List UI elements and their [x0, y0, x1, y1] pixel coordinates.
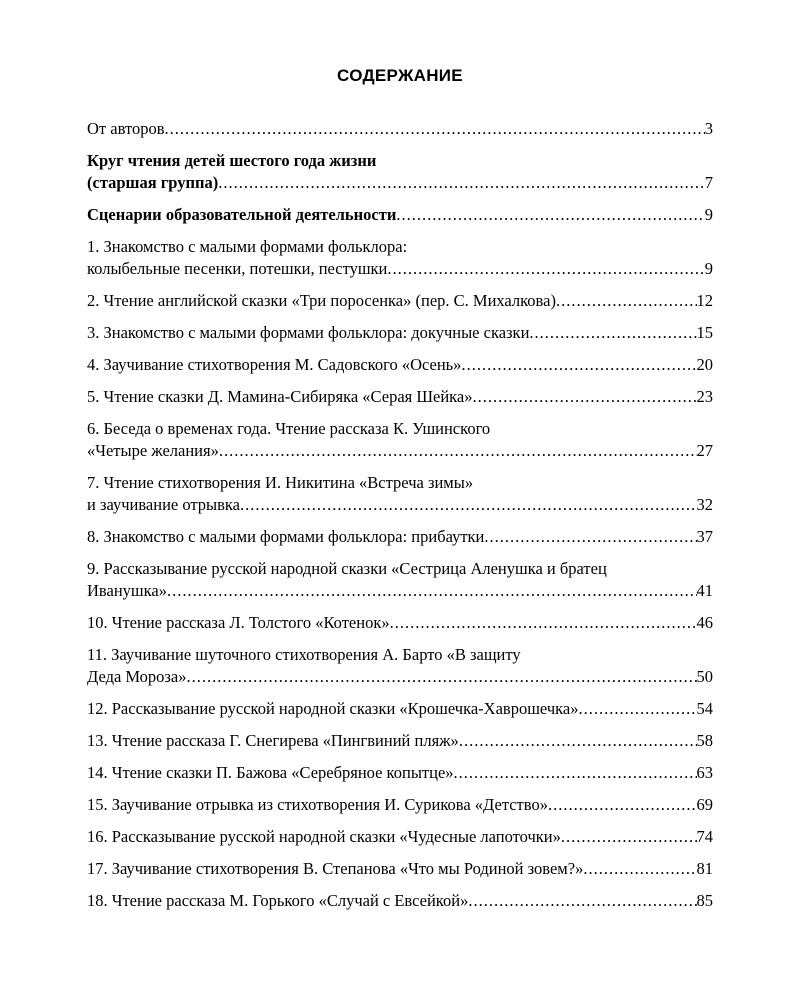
toc-entry [87, 890, 713, 912]
dot-leader [461, 354, 696, 376]
toc-entry-first-line: 6. Беседа о временах года. Чтение рассказа К. Ушинского [87, 419, 491, 438]
toc-row [87, 730, 713, 752]
toc-entry [87, 354, 713, 376]
toc-entry-text: Деда Мороза» [87, 667, 187, 686]
toc-entry [87, 762, 713, 784]
dot-leader [167, 580, 697, 602]
toc-row [87, 580, 713, 602]
toc-entry [87, 698, 713, 720]
dot-leader [578, 698, 696, 720]
toc-entry-text: (старшая группа) [87, 173, 219, 192]
toc-row [87, 290, 713, 312]
dot-leader [548, 794, 697, 816]
toc-entry [87, 612, 713, 634]
toc-row [87, 858, 713, 880]
toc-entry-text: и заучивание отрывка [87, 495, 241, 514]
toc-entry [87, 558, 713, 602]
toc-page-number: 37 [696, 527, 713, 546]
toc-page-number: 32 [696, 495, 713, 514]
toc-entry [87, 826, 713, 848]
toc-page-number: 20 [696, 355, 713, 374]
toc-page-number: 12 [696, 291, 713, 310]
toc-entry [87, 644, 713, 688]
toc-row [87, 322, 713, 344]
dot-leader [454, 762, 697, 784]
toc-page-number: 15 [696, 323, 713, 342]
toc-row [87, 494, 713, 516]
toc-page-number: 85 [696, 891, 713, 910]
toc-page-number: 81 [696, 859, 713, 878]
toc-row [87, 666, 713, 688]
toc-entry-text: 12. Рассказывание русской народной сказки «Крошечка-Хаврошечка» [87, 699, 579, 718]
dot-leader [387, 258, 704, 280]
toc-entry [87, 150, 713, 194]
toc-page-number: 23 [696, 387, 713, 406]
toc-entry [87, 526, 713, 548]
toc-entry [87, 118, 713, 140]
dot-leader [165, 118, 705, 140]
toc-page-number: 41 [696, 581, 713, 600]
toc-entry-text: От авторов [87, 119, 165, 138]
toc-entry-text: 5. Чтение сказки Д. Мамина-Сибиряка «Серая Шейка» [87, 387, 473, 406]
toc-page-number: 58 [696, 731, 713, 750]
toc-row [87, 204, 713, 226]
toc-entry-text: 10. Чтение рассказа Л. Толстого «Котенок» [87, 613, 390, 632]
toc-entry [87, 236, 713, 280]
dot-leader [473, 386, 697, 408]
toc-entry-text: 8. Знакомство с малыми формами фольклора: прибаутки [87, 527, 485, 546]
dot-leader [187, 666, 697, 688]
toc-row [87, 258, 713, 280]
toc-entry-first-line: 7. Чтение стихотворения И. Никитина «Встреча зимы» [87, 473, 474, 492]
toc-row [87, 794, 713, 816]
toc-row [87, 826, 713, 848]
toc-entry-text: 2. Чтение английской сказки «Три поросенка» (пер. С. Михалкова) [87, 291, 556, 310]
toc-entry-text: 17. Заучивание стихотворения В. Степанова «Что мы Родиной зовем?» [87, 859, 584, 878]
toc-row [87, 612, 713, 634]
dot-leader [396, 204, 704, 226]
toc-row [87, 698, 713, 720]
toc-row [87, 526, 713, 548]
dot-leader [390, 612, 697, 634]
toc-entry-text: Иванушка» [87, 581, 167, 600]
toc-page-number: 27 [696, 441, 713, 460]
toc-entry [87, 730, 713, 752]
dot-leader [561, 826, 697, 848]
toc-entry-text: 16. Рассказывание русской народной сказки «Чудесные лапоточки» [87, 827, 561, 846]
toc-page-number: 7 [704, 173, 713, 192]
toc-entry-first-line: Круг чтения детей шестого года жизни [87, 151, 377, 170]
dot-leader [240, 494, 696, 516]
toc-page-number: 54 [696, 699, 713, 718]
toc-page-number: 63 [696, 763, 713, 782]
toc-page-number: 9 [704, 259, 713, 278]
toc-page-number: 74 [696, 827, 713, 846]
toc-page-number: 50 [696, 667, 713, 686]
toc-row [87, 440, 713, 462]
toc-entry-text: «Четыре желания» [87, 441, 219, 460]
toc-page-number: 69 [696, 795, 713, 814]
toc-row [87, 118, 713, 140]
dot-leader [218, 172, 705, 194]
dot-leader [219, 440, 697, 462]
toc-entry [87, 322, 713, 344]
toc-page-number: 46 [696, 613, 713, 632]
toc-entry-text: 3. Знакомство с малыми формами фольклора: докучные сказки [87, 323, 530, 342]
toc-entry [87, 794, 713, 816]
toc-row [87, 354, 713, 376]
toc-entry [87, 472, 713, 516]
toc-entry [87, 858, 713, 880]
toc-row [87, 762, 713, 784]
toc-entry [87, 204, 713, 226]
dot-leader [459, 730, 697, 752]
dot-leader [529, 322, 696, 344]
toc-page-number: 3 [704, 119, 713, 138]
toc-entry-first-line: 1. Знакомство с малыми формами фольклора: [87, 237, 408, 256]
toc-entry-first-line: 9. Рассказывание русской народной сказки «Сестрица Аленушка и братец [87, 559, 607, 578]
toc-entry-text: 13. Чтение рассказа Г. Снегирева «Пингвиний пляж» [87, 731, 459, 750]
dot-leader [583, 858, 696, 880]
toc-row [87, 890, 713, 912]
toc-page-number: 9 [704, 205, 713, 224]
toc-entry [87, 290, 713, 312]
toc-entry-text: 18. Чтение рассказа М. Горького «Случай с Евсейкой» [87, 891, 469, 910]
toc-entry-first-line: 11. Заучивание шуточного стихотворения А. Барто «В защиту [87, 645, 521, 664]
dot-leader [556, 290, 697, 312]
dot-leader [468, 890, 696, 912]
table-of-contents [87, 118, 713, 922]
toc-entry [87, 386, 713, 408]
toc-entry-text: колыбельные песенки, потешки, пестушки [87, 259, 388, 278]
toc-entry-text: 14. Чтение сказки П. Бажова «Серебряное копытце» [87, 763, 454, 782]
toc-row [87, 386, 713, 408]
page-title: СОДЕРЖАНИЕ [337, 66, 463, 85]
toc-entry-text: 15. Заучивание отрывка из стихотворения И. Сурикова «Детство» [87, 795, 548, 814]
toc-entry-text: 4. Заучивание стихотворения М. Садовского «Осень» [87, 355, 462, 374]
toc-entry [87, 418, 713, 462]
toc-row [87, 172, 713, 194]
dot-leader [484, 526, 696, 548]
toc-entry-text: Сценарии образовательной деятельности [87, 205, 397, 224]
